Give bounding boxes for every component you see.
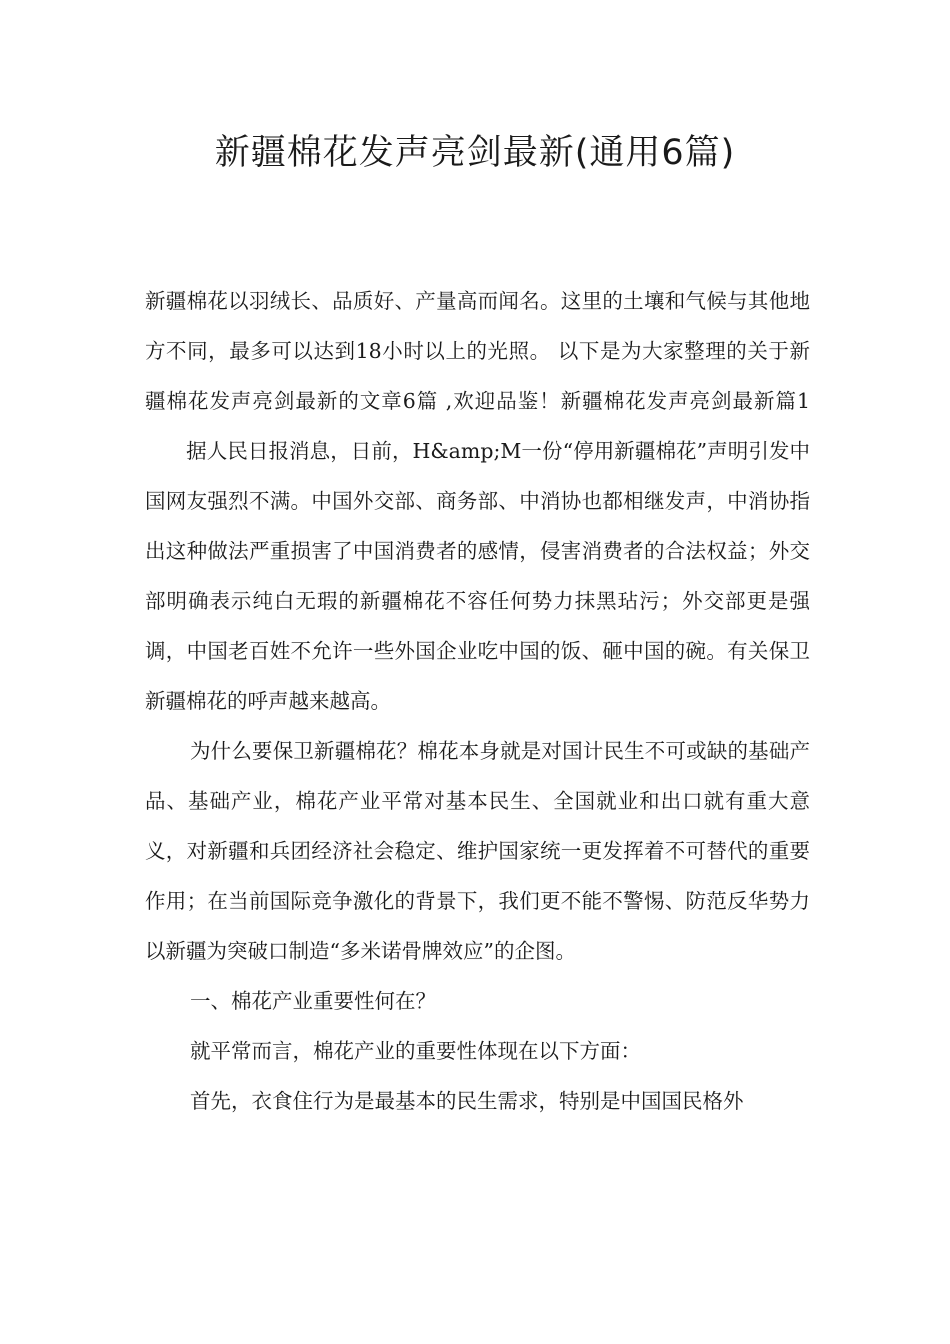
document-body [145,276,810,1126]
section-heading-importance: 一、棉花产业重要性何在？ [190,989,436,1013]
paragraph-first-point: 首先，衣食住行为是最基本的民生需求，特别是中国国民格外 [190,1089,744,1113]
paragraph-importance-intro: 就平常而言，棉花产业的重要性体现在以下方面： [190,1039,641,1063]
paragraph-why-protect: 为什么要保卫新疆棉花？棉花本身就是对国计民生不可或缺的基础产品、基础产业，棉花产业平常对基本民生、全国就业和出口就有重大意义，对新疆和兵团经济社会稳定、维护国家统一更发挥着不可替代的重要作用；在当前国际竞争激化的背景下，我们更不能不警惕、防范反华势力以新疆为突破口制造“多米诺骨牌效应”的企图。 [145,739,810,963]
document-title: 新疆棉花发声亮剑最新(通用6篇) [214,133,736,173]
paragraph-intro: 新疆棉花以羽绒长、品质好、产量高而闻名。这里的土壤和气候与其他地方不同，最多可以达到18小时以上的光照。 以下是为大家整理的关于新疆棉花发声亮剑最新的文章6篇 ,欢迎品鉴！新疆棉花发声亮剑最新篇1 据人民日报消息，日前，H&amp;M一份“停用新疆棉花”声明引发中国网友强烈不满。中国外交部、商务部、中消协也都相继发声，中消协指出这种做法严重损害了中国消费者的感情，侵害消费者的合法权益；外交部明确表示纯白无瑕的新疆棉花不容任何势力抹黑玷污；外交部更是强调，中国老百姓不允许一些外国企业吃中国的饭、砸中国的碗。有关保卫新疆棉花的呼声越来越高。 [145,289,810,713]
